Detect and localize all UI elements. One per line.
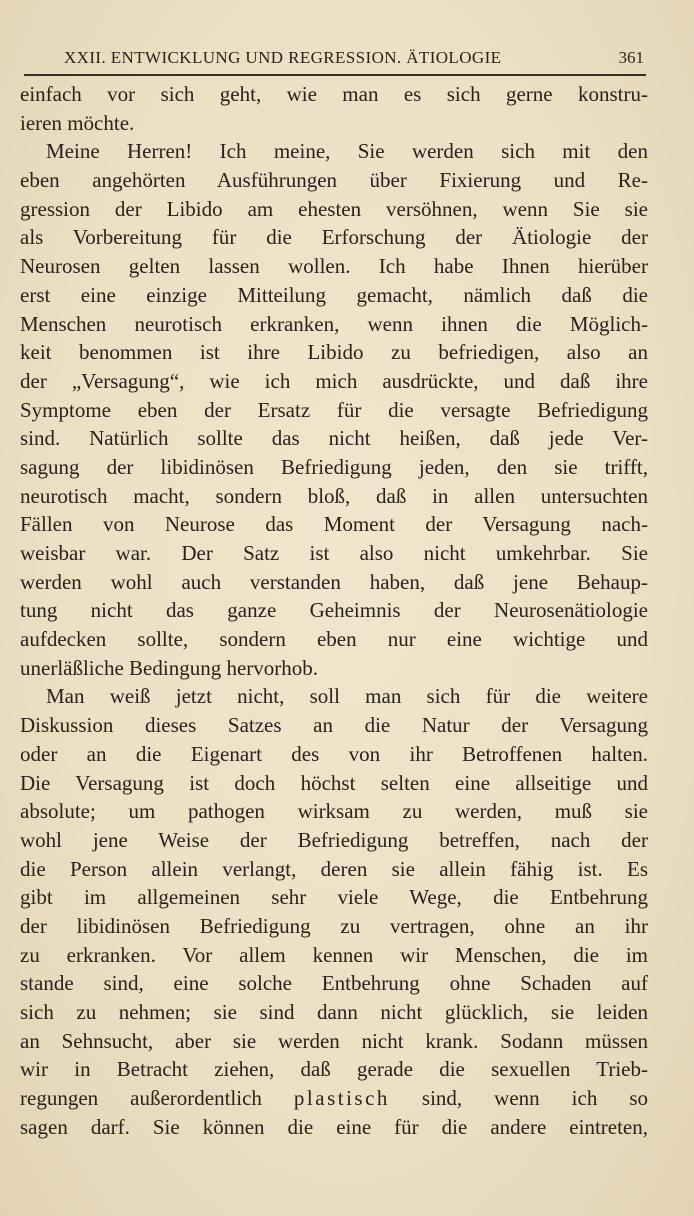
text-line: tung nicht das ganze Geheimnis der Neurosenätiologie bbox=[20, 598, 648, 623]
text-line: gibt im allgemeinen sehr viele Wege, die Entbehrung bbox=[20, 885, 648, 910]
text-line: der „Versagung“, wie ich mich ausdrückte, und daß ihre bbox=[20, 368, 648, 393]
text-line: die Person allein verlangt, deren sie allein fähig ist. Es bbox=[20, 856, 648, 881]
text-line: keit benommen ist ihre Libido zu befriedigen, also an bbox=[20, 340, 648, 365]
text-line: als Vorbereitung für die Erforschung der Ätiologie der bbox=[20, 225, 648, 250]
text-line: Man weiß jetzt nicht, soll man sich für die weitere bbox=[46, 684, 648, 709]
text-line: unerläßliche Bedingung hervorhob. bbox=[20, 655, 318, 680]
text-line: der libidinösen Befriedigung zu vertragen, ohne an ihr bbox=[20, 913, 648, 938]
text-line: ieren möchte. bbox=[20, 110, 135, 135]
text-line: wohl jene Weise der Befriedigung betreffen, nach der bbox=[20, 827, 648, 852]
page-number: 361 bbox=[618, 48, 644, 67]
text-segment: regungen außerordentlich bbox=[20, 1086, 294, 1111]
page-header bbox=[24, 44, 646, 76]
text-line: Die Versagung ist doch höchst selten eine allseitige und bbox=[20, 770, 648, 795]
running-title: XXII. ENTWICKLUNG UND REGRESSION. ÄTIOLOGIE bbox=[64, 48, 502, 67]
text-line: sind. Natürlich sollte das nicht heißen, daß jede Ver- bbox=[20, 426, 648, 451]
emphasized-word: plastisch bbox=[293, 1086, 390, 1111]
text-line: weisbar war. Der Satz ist also nicht umkehrbar. Sie bbox=[20, 541, 648, 565]
text-line: einfach vor sich geht, wie man es sich gerne konstru- bbox=[20, 82, 648, 106]
text-line: Fällen von Neurose das Moment der Versagung nach- bbox=[20, 512, 648, 537]
body-text bbox=[20, 80, 648, 1141]
text-line bbox=[20, 1084, 648, 1113]
text-line: Diskussion dieses Satzes an die Natur der Versagung bbox=[20, 713, 648, 738]
text-line: sagen darf. Sie können die eine für die andere eintreten, bbox=[20, 1114, 648, 1139]
text-line: Neurosen gelten lassen wollen. Ich habe Ihnen hierüber bbox=[20, 254, 648, 279]
text-line: werden wohl auch verstanden haben, daß jene Behaup- bbox=[20, 569, 648, 594]
text-line: gression der Libido am ehesten versöhnen, wenn Sie sie bbox=[20, 196, 648, 221]
text-line: an Sehnsucht, aber sie werden nicht krank. Sodann müssen bbox=[20, 1028, 648, 1053]
text-line: aufdecken sollte, sondern eben nur eine wichtige und bbox=[20, 627, 648, 652]
text-line: oder an die Eigenart des von ihr Betroffenen halten. bbox=[20, 741, 648, 766]
text-line: erst eine einzige Mitteilung gemacht, nämlich daß die bbox=[20, 282, 648, 307]
text-line: stande sind, eine solche Entbehrung ohne Schaden auf bbox=[20, 971, 648, 996]
text-line: wir in Betracht ziehen, daß gerade die sexuellen Trieb- bbox=[20, 1057, 648, 1082]
text-line: sagung der libidinösen Befriedigung jeden, den sie trifft, bbox=[20, 454, 648, 479]
text-line: Meine Herren! Ich meine, Sie werden sich mit den bbox=[46, 139, 648, 164]
text-segment: sind, wenn ich so bbox=[389, 1086, 648, 1111]
text-line: absolute; um pathogen wirksam zu werden, muß sie bbox=[20, 799, 648, 824]
text-line: Symptome eben der Ersatz für die versagte Befriedigung bbox=[20, 397, 648, 422]
text-line: eben angehörten Ausführungen über Fixierung und Re- bbox=[20, 168, 648, 193]
text-line: zu erkranken. Vor allem kennen wir Menschen, die im bbox=[20, 942, 648, 967]
text-line: neurotisch macht, sondern bloß, daß in allen untersuchten bbox=[20, 483, 648, 508]
text-line: sich zu nehmen; sie sind dann nicht glücklich, sie leiden bbox=[20, 1000, 648, 1024]
text-line: Menschen neurotisch erkranken, wenn ihnen die Möglich- bbox=[20, 311, 648, 336]
